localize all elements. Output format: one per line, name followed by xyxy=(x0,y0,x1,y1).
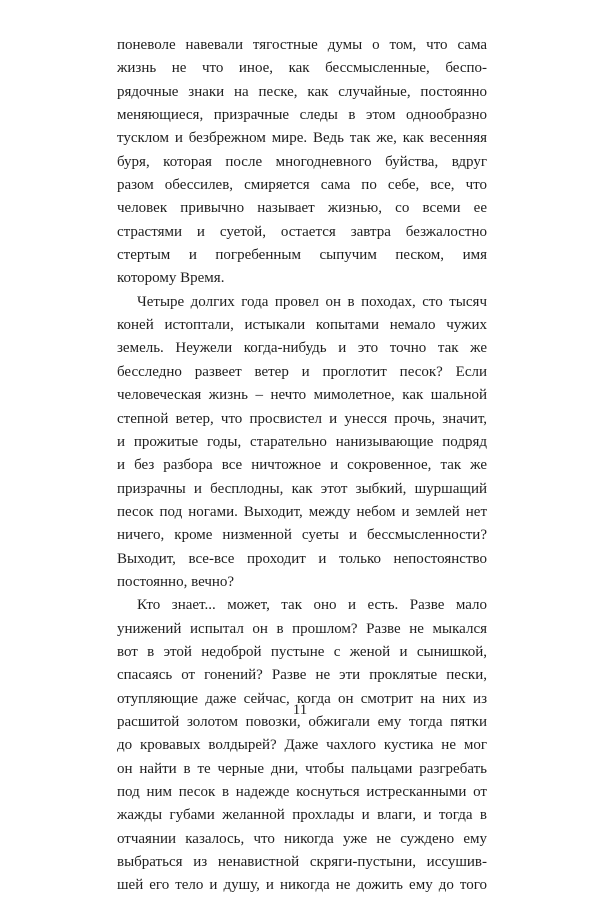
text-line: Четыре долгих года провел он в походах, сто тысяч xyxy=(137,293,487,310)
text-line: до кровавых волдырей? Даже чахлого кустика не мог xyxy=(117,737,487,754)
text-line: коней истоптали, истыкали копытами немало чужих xyxy=(117,317,487,334)
text-line: расшитой золотом повозки, обжигали ему тогда пятки xyxy=(117,713,487,730)
text-line: Выходит, все-все проходит и только непостоянство xyxy=(117,550,487,567)
text-line: ничего, кроме низменной суеты и бессмысленности? xyxy=(117,527,487,544)
text-line: человек привычно называет жизнью, со всеми ее xyxy=(117,200,487,217)
paragraph xyxy=(117,594,487,897)
text-line: спасаясь от гонений? Разве не эти проклятые пески, xyxy=(117,667,487,684)
text-line: жажды губами желанной прохлады и влаги, и тогда в xyxy=(117,807,487,824)
text-line: буря, которая после многодневного буйства, вдруг xyxy=(117,153,487,170)
page-text-block xyxy=(117,34,487,898)
text-line: песок под ногами. Выходит, между небом и землей нет xyxy=(117,503,487,520)
text-line: шей его тело и душу, и никогда не дожить ему до того xyxy=(117,877,487,894)
paragraph xyxy=(117,291,487,594)
text-line: Кто знает... может, так оно и есть. Разве мало xyxy=(137,597,487,614)
text-line: бесследно развеет ветер и проглотит песок? Если xyxy=(117,363,487,380)
text-line: меняющиеся, призрачные следы в этом однообразно xyxy=(117,107,487,124)
text-line: стертым и погребенным сыпучим песком, имя xyxy=(117,247,487,264)
text-line: жизнь не что иное, как бессмысленные, беспо- xyxy=(117,60,487,77)
text-line: поневоле навевали тягостные думы о том, что сама xyxy=(117,37,487,53)
text-line: он найти в те черные дни, чтобы пальцами разгребать xyxy=(117,760,487,777)
text-line: выбраться из ненавистной скряги-пустыни, иссушив- xyxy=(117,854,487,871)
paragraph xyxy=(117,34,487,291)
text-line: унижений испытал он в прошлом? Разве не мыкался xyxy=(117,620,487,637)
text-line: рядочные знаки на песке, как случайные, постоянно xyxy=(117,83,487,100)
text-line: которому Время. xyxy=(117,270,225,287)
text-line: и без разбора все ничтожное и сокровенное, так же xyxy=(117,457,487,474)
text-line: под ним песок в надежде коснуться истресканными от xyxy=(117,784,487,800)
text-line: отупляющие даже сейчас, когда он смотрит на них из xyxy=(117,690,487,707)
text-line: призрачны и бесплодны, как этот зыбкий, шуршащий xyxy=(117,480,487,497)
text-line: и прожитые годы, старательно нанизывающие подряд xyxy=(117,433,487,450)
text-line: тусклом и безбрежном мире. Ведь так же, как весенняя xyxy=(117,130,487,147)
text-line: постоянно, вечно? xyxy=(117,573,235,590)
page-number: 11 xyxy=(292,702,308,718)
text-line: земель. Неужели когда-нибудь и это точно так же xyxy=(117,340,487,357)
text-line: человеческая жизнь – нечто мимолетное, как шальной xyxy=(117,387,487,404)
text-line: отчаянии казалось, что никогда уже не суждено ему xyxy=(117,830,487,847)
text-line: вот в этой недоброй пустыне с женой и сынишкой, xyxy=(117,643,487,660)
text-line: страстями и суетой, остается завтра безжалостно xyxy=(117,223,487,240)
text-line: разом обессилев, смиряется сама по себе, все, что xyxy=(117,177,487,194)
text-line: степной ветер, что просвистел и унесся прочь, значит, xyxy=(117,410,487,427)
